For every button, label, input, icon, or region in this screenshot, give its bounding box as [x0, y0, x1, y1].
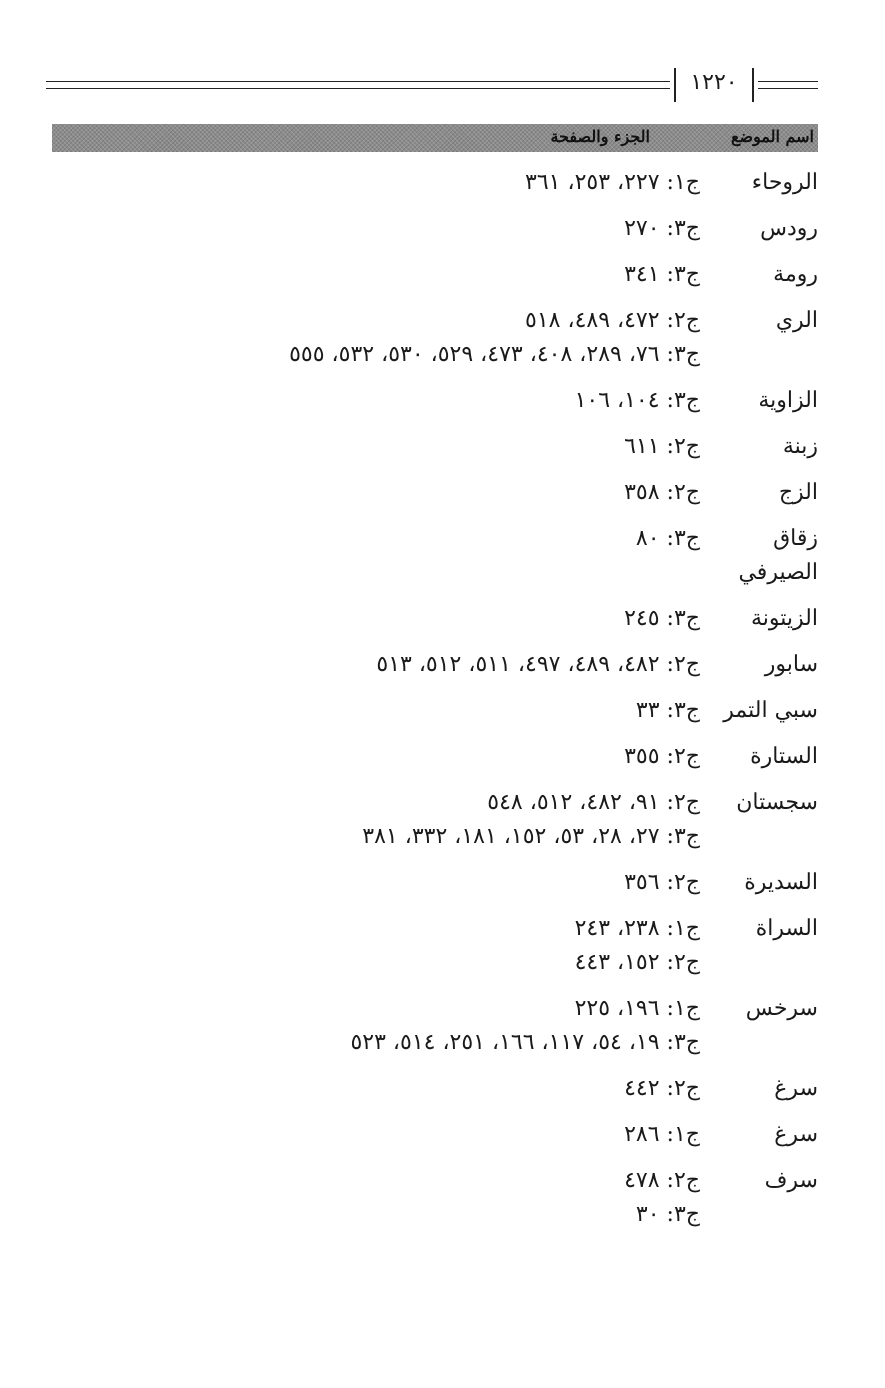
page-number: ١٢٢٠ [690, 70, 738, 95]
place-name: الزيتونة [751, 606, 818, 631]
volume-page-reference: ج٣: ١٩، ٥٤، ١١٧، ١٦٦، ٢٥١، ٥١٤، ٥٢٣ [350, 1030, 700, 1055]
index-entry [46, 430, 818, 464]
place-name: الري [775, 308, 818, 333]
reference-list [46, 740, 700, 774]
index-entry [46, 786, 818, 854]
volume-page-reference: ج٣: ٧٦، ٢٨٩، ٤٠٨، ٤٧٣، ٥٢٩، ٥٣٠، ٥٣٢، ٥٥٥ [289, 342, 700, 367]
reference-list [46, 1118, 700, 1152]
volume-page-reference: ج٢: ٩١، ٤٨٢، ٥١٢، ٥٤٨ [487, 790, 700, 815]
place-name: السديرة [744, 870, 818, 895]
index-entry [46, 602, 818, 636]
volume-page-reference: ج٣: ٣٣ [635, 698, 700, 723]
reference-list [46, 258, 700, 292]
volume-page-reference: ج١: ٢٨٦ [624, 1122, 700, 1147]
place-name: سجستان [736, 790, 818, 815]
reference-list [46, 166, 700, 200]
reference-list [46, 384, 700, 418]
index-entry [46, 648, 818, 682]
column-header-bar [52, 124, 818, 152]
index-entry [46, 476, 818, 510]
header-rule-left [46, 81, 670, 89]
place-name: رودس [760, 216, 818, 241]
index-entry [46, 304, 818, 372]
place-name: زبنة [782, 434, 818, 459]
place-name: الزاوية [758, 388, 818, 413]
place-name: الستارة [750, 744, 818, 769]
place-name: الزج [778, 480, 818, 505]
place-name: سرخس [745, 996, 818, 1021]
place-name: السراة [755, 916, 818, 941]
index-entry [46, 1118, 818, 1152]
volume-page-reference: ج٢: ٣٥٥ [624, 744, 700, 769]
index-entry [46, 1072, 818, 1106]
place-name: سرف [764, 1168, 818, 1193]
place-name: سرغ [774, 1076, 818, 1101]
header-rule-right [758, 81, 818, 89]
volume-page-reference: ج١: ٢٣٨، ٢٤٣ [574, 916, 700, 941]
column-header-place: اسم الموضع [730, 127, 814, 146]
page-header [46, 68, 818, 102]
index-entry [46, 694, 818, 728]
place-name: الروحاء [751, 170, 818, 195]
reference-list [46, 786, 700, 854]
reference-list [46, 866, 700, 900]
reference-list [46, 602, 700, 636]
reference-list [46, 430, 700, 464]
index-entry [46, 258, 818, 292]
reference-list [46, 212, 700, 246]
volume-page-reference: ج١: ٢٢٧، ٢٥٣، ٣٦١ [525, 170, 700, 195]
volume-page-reference: ج٢: ٤٧٢، ٤٨٩، ٥١٨ [525, 308, 700, 333]
index-entry [46, 1164, 818, 1232]
place-name: سرغ [774, 1122, 818, 1147]
volume-page-reference: ج٣: ٨٠ [635, 526, 700, 551]
index-entry [46, 166, 818, 200]
index-entry [46, 866, 818, 900]
volume-page-reference: ج٣: ٣٤١ [624, 262, 700, 287]
volume-page-reference: ج٣: ٣٠ [635, 1202, 700, 1227]
place-name: زقاق الصيرفي [738, 526, 818, 585]
volume-page-reference: ج٣: ٢٧، ٢٨، ٥٣، ١٥٢، ١٨١، ٣٣٢، ٣٨١ [362, 824, 700, 849]
reference-list [46, 1072, 700, 1106]
volume-page-reference: ج٣: ٢٧٠ [624, 216, 700, 241]
volume-page-reference: ج٢: ٤٤٢ [624, 1076, 700, 1101]
index-entry [46, 992, 818, 1060]
index-entry [46, 740, 818, 774]
volume-page-reference: ج٢: ١٥٢، ٤٤٣ [574, 950, 700, 975]
header-divider-left [674, 68, 676, 102]
index-entries [46, 166, 818, 1244]
reference-list [46, 694, 700, 728]
volume-page-reference: ج٢: ٣٥٦ [624, 870, 700, 895]
volume-page-reference: ج٢: ٤٧٨ [624, 1168, 700, 1193]
reference-list [46, 1164, 700, 1232]
header-divider-right [752, 68, 754, 102]
volume-page-reference: ج٣: ١٠٤، ١٠٦ [574, 388, 700, 413]
index-entry [46, 522, 818, 590]
place-name: سابور [764, 652, 818, 677]
reference-list [46, 992, 700, 1060]
column-header-reference: الجزء والصفحة [550, 127, 650, 146]
index-entry [46, 212, 818, 246]
volume-page-reference: ج٢: ٣٥٨ [624, 480, 700, 505]
reference-list [46, 476, 700, 510]
reference-list [46, 522, 700, 590]
volume-page-reference: ج١: ١٩٦، ٢٢٥ [574, 996, 700, 1021]
place-name: سبي التمر [723, 698, 818, 723]
volume-page-reference: ج٢: ٦١١ [624, 434, 700, 459]
volume-page-reference: ج٣: ٢٤٥ [624, 606, 700, 631]
volume-page-reference: ج٢: ٤٨٢، ٤٨٩، ٤٩٧، ٥١١، ٥١٢، ٥١٣ [376, 652, 700, 677]
place-name: رومة [773, 262, 818, 287]
index-entry [46, 912, 818, 980]
reference-list [46, 304, 700, 372]
index-entry [46, 384, 818, 418]
reference-list [46, 648, 700, 682]
reference-list [46, 912, 700, 980]
